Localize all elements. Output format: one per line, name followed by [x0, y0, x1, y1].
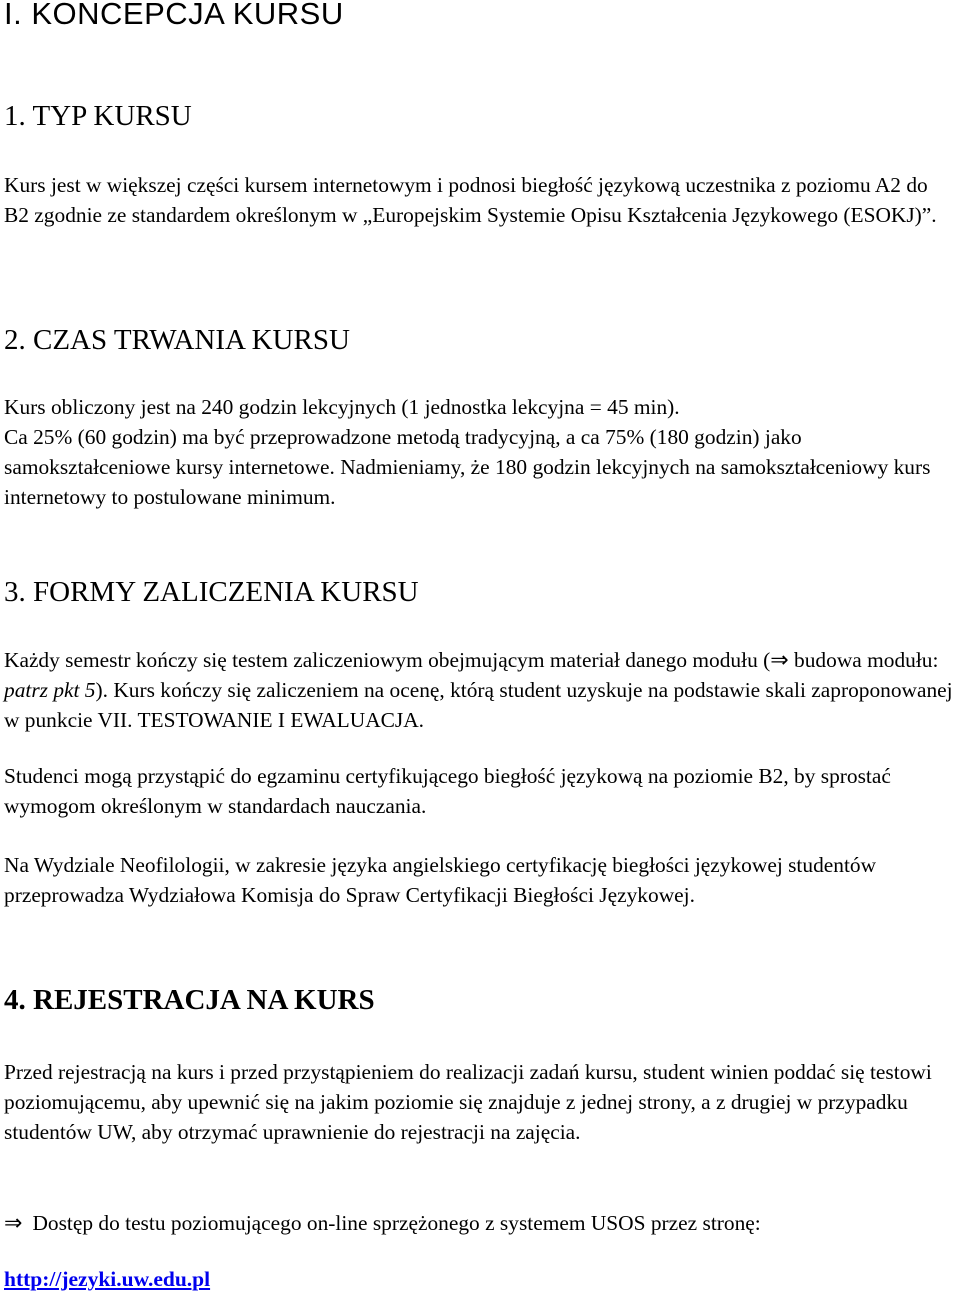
- section-3-p1-text-b: budowa modułu:: [788, 648, 939, 672]
- section-3-heading: 3. FORMY ZALICZENIA KURSU: [4, 576, 419, 608]
- section-2-paragraph-2: Ca 25% (60 godzin) ma być przeprowadzone metodą tradycyjną, a ca 75% (180 godzin) jako samokształceniowe kursy internetowe. Nadmieniamy, że 180 godzin lekcyjnych na samokształceniowy kurs internetowy to postulowane minimum.: [4, 425, 931, 509]
- section-3-paragraph-3: Na Wydziale Neofilologii, w zakresie języka angielskiego certyfikację biegłości językowej studentów przeprowadza Wydziałowa Komisja do Spraw Certyfikacji Biegłości Językowej.: [4, 853, 877, 907]
- section-3-paragraph-2: Studenci mogą przystąpić do egzaminu certyfikującego biegłość językową na poziomie B2, by sprostać wymogom określonym w standardach nauczania.: [4, 764, 891, 818]
- section-4-heading: 4. REJESTRACJA NA KURS: [4, 984, 375, 1016]
- section-2-heading: 2. CZAS TRWANIA KURSU: [4, 324, 350, 356]
- section-4-paragraph-1: Przed rejestracją na kurs i przed przystąpieniem do realizacji zadań kursu, student winien poddać się testowi poziomującemu, aby upewnić się na jakim poziomie się znajduje z jednej strony, a z drugiej w przypadku studentów UW, aby otrzymać uprawnienie do rejestracji na zajęcia.: [4, 1060, 932, 1144]
- section-1-heading: 1. TYP KURSU: [4, 100, 192, 132]
- arrow-right-icon: ⇒: [770, 648, 789, 673]
- section-2-paragraph-1: Kurs obliczony jest na 240 godzin lekcyjnych (1 jednostka lekcyjna = 45 min).: [4, 395, 680, 419]
- arrow-right-icon: ⇒: [4, 1211, 23, 1236]
- document-title: I. KONCEPCJA KURSU: [4, 0, 344, 31]
- usos-link[interactable]: http://jezyki.uw.edu.pl: [4, 1267, 211, 1291]
- section-3-p1-text-c: ). Kurs kończy się zaliczeniem na ocenę, którą student uzyskuje na podstawie skali zaproponowanej w punkcie VII. TESTOWANIE I EWALUACJA.: [4, 678, 953, 732]
- section-4-paragraph-2: [4, 1208, 956, 1238]
- section-1-paragraph: Kurs jest w większej części kursem internetowym i podnosi biegłość językową uczestnika z poziomu A2 do B2 zgodnie ze standardem określonym w „Europejskim Systemie Opisu Kształcenia Językowego (ESOKJ)”.: [4, 173, 937, 227]
- section-3-p1-text-a: Każdy semestr kończy się testem zaliczeniowym obejmującym materiał danego modułu (: [4, 648, 771, 672]
- section-3-paragraph-1: [4, 645, 956, 735]
- section-4-p2-text: Dostęp do testu poziomującego on-line sprzężonego z systemem USOS przez stronę:: [32, 1211, 761, 1235]
- section-3-p1-reference: patrz pkt 5: [4, 678, 96, 702]
